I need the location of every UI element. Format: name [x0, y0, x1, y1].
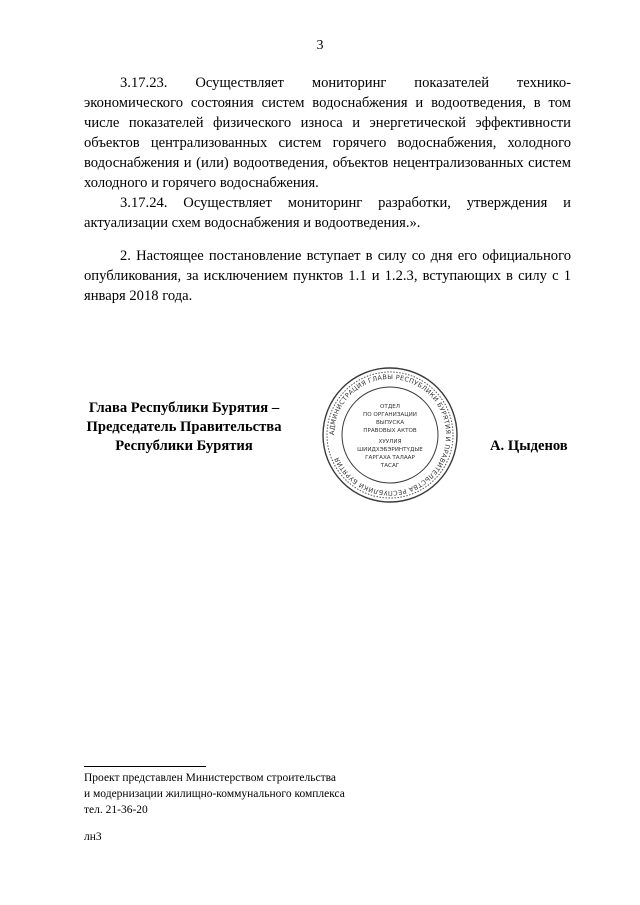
svg-text:ПРАВОВЫХ АКТОВ: ПРАВОВЫХ АКТОВ	[363, 428, 417, 434]
svg-text:ОТДЕЛ: ОТДЕЛ	[380, 404, 400, 410]
official-seal-stamp	[320, 365, 460, 505]
svg-text:ГАРГАХА ТАЛААР: ГАРГАХА ТАЛААР	[365, 455, 415, 461]
signatory-position-line: Республики Бурятия	[115, 438, 253, 454]
footnote-line: тел. 21-36-20	[84, 804, 148, 816]
svg-text:ВЫПУСКА: ВЫПУСКА	[375, 420, 405, 426]
svg-text:ПО ОРГАНИЗАЦИИ: ПО ОРГАНИЗАЦИИ	[363, 412, 417, 418]
svg-text:ХУУЛИЯ: ХУУЛИЯ	[378, 439, 402, 445]
seal-ring-text: АДМИНИСТРАЦИЯ ГЛАВЫ РЕСПУБЛИКИ БУРЯТИЯ И ПРАВИТЕЛЬСТВА РЕСПУБЛИКИ БУРЯТИЯ	[327, 372, 453, 498]
page-number: 3	[316, 38, 324, 53]
signatory-position-line: Председатель Правительства	[86, 419, 282, 435]
paragraph-3-17-23: 3.17.23. Осуществляет мониторинг показателей технико-экономического состояния систем водоснабжения и водоотведения, в том числе показателей физического износа и энергетической эффективности объектов централизованных систем горячего водоснабжения, холодного водоснабжения и (или) водоотведения, объектов нецентрализованных систем холодного и горячего водоснабжения.	[84, 75, 571, 191]
footnote	[84, 770, 345, 818]
seal-outer-ring	[323, 368, 457, 502]
seal-center-text	[357, 404, 423, 469]
svg-text:ТАСАГ: ТАСАГ	[380, 463, 400, 469]
footnote-line: Проект представлен Министерством строительства	[84, 772, 337, 784]
paragraph-3-17-24: 3.17.24. Осуществляет мониторинг разработки, утверждения и актуализации схем водоснабжения и водоотведения.».	[84, 195, 571, 231]
signatory-position-line: Глава Республики Бурятия –	[88, 400, 280, 416]
paragraph-effective-date: 2. Настоящее постановление вступает в силу со дня его официального опубликования, за исключением пунктов 1.1 и 1.2.3, вступающих в силу с 1 января 2018 года.	[84, 248, 571, 304]
svg-text:ШИИДХЭБЭРИНТҮДЫЕ: ШИИДХЭБЭРИНТҮДЫЕ	[357, 447, 423, 453]
footnote-divider	[84, 766, 206, 767]
footnote-line: и модернизации жилищно-коммунального комплекса	[84, 788, 345, 800]
signatory-position	[84, 399, 284, 456]
signatory-name: А. Цыденов	[490, 438, 568, 454]
seal-dotted-ring	[327, 372, 453, 498]
document-code: лн3	[84, 831, 102, 843]
